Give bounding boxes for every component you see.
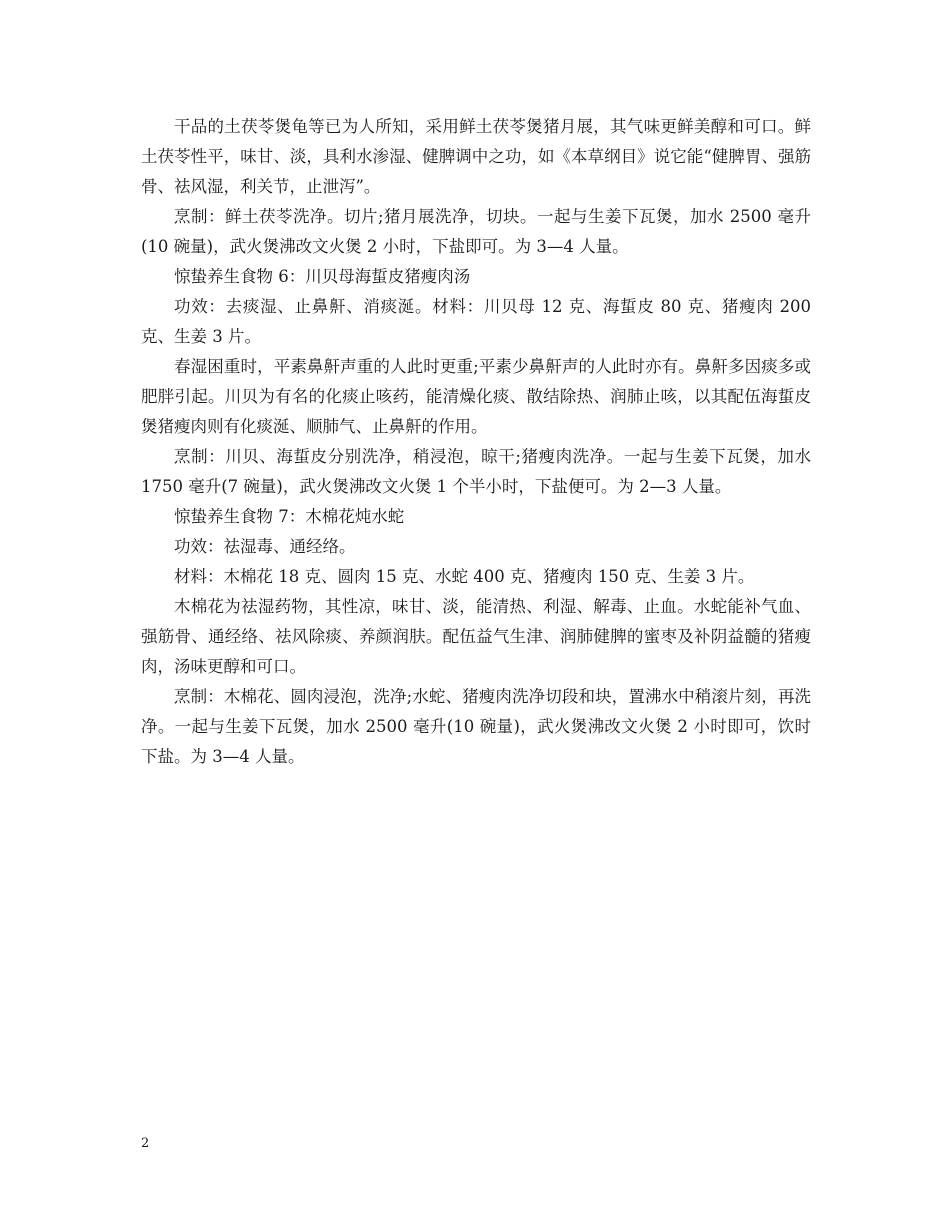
paragraph-effect-materials-6: 功效：去痰湿、止鼻鼾、消痰涎。材料：川贝母 12 克、海蜇皮 80 克、猪瘦肉 200 克、生姜 3 片。 <box>141 297 811 346</box>
page-number: 2 <box>141 1136 150 1151</box>
heading-food-7: 惊蛰养生食物 7：木棉花炖水蛇 <box>174 507 405 526</box>
paragraph-explanation-7: 木棉花为祛湿药物，其性凉，味甘、淡，能清热、利湿、解毒、止血。水蛇能补气血、强筋骨、通经络、祛风除痰、养颜润肤。配伍益气生津、润肺健脾的蜜枣及补阴益髓的猪瘦肉，汤味更醇和可口。 <box>141 597 811 676</box>
paragraph-recipe-6: 烹制：川贝、海蜇皮分别洗净，稍浸泡，晾干;猪瘦肉洗净。一起与生姜下瓦煲，加水 1750 毫升(7 碗量)，武火煲沸改文火煲 1 个半小时，下盐便可。为 2—3 人量。 <box>141 447 811 496</box>
paragraph-recipe-7: 烹制：木棉花、圆肉浸泡，洗净;水蛇、猪瘦肉洗净切段和块，置沸水中稍滚片刻，再洗净。一起与生姜下瓦煲，加水 2500 毫升(10 碗量)，武火煲沸改文火煲 2 小时即可，饮时下盐。为 3—4 人量。 <box>141 687 811 766</box>
document-body <box>141 112 811 772</box>
paragraph-recipe-fuling: 烹制：鲜土茯苓洗净。切片;猪月展洗净，切块。一起与生姜下瓦煲，加水 2500 毫升(10 碗量)，武火煲沸改文火煲 2 小时，下盐即可。为 3—4 人量。 <box>141 207 811 256</box>
paragraph-effect-7: 功效：祛湿毒、通经络。 <box>174 537 356 556</box>
paragraph-explanation-6: 春湿困重时，平素鼻鼾声重的人此时更重;平素少鼻鼾声的人此时亦有。鼻鼾多因痰多或肥胖引起。川贝为有名的化痰止咳药，能清燥化痰、散结除热、润肺止咳，以其配伍海蜇皮煲猪瘦肉则有化痰涎、顺肺气、止鼻鼾的作用。 <box>141 357 811 436</box>
paragraph-intro-fuling: 干品的土茯苓煲龟等已为人所知，采用鲜土茯苓煲猪月展，其气味更鲜美醇和可口。鲜土茯苓性平，味甘、淡，具利水渗湿、健脾调中之功，如《本草纲目》说它能“健脾胃、强筋骨、祛风湿，利关节，止泄泻”。 <box>141 117 811 196</box>
heading-food-6: 惊蛰养生食物 6：川贝母海蜇皮猪瘦肉汤 <box>174 267 471 286</box>
paragraph-materials-7: 材料：木棉花 18 克、圆肉 15 克、水蛇 400 克、猪瘦肉 150 克、生姜 3 片。 <box>174 567 755 586</box>
